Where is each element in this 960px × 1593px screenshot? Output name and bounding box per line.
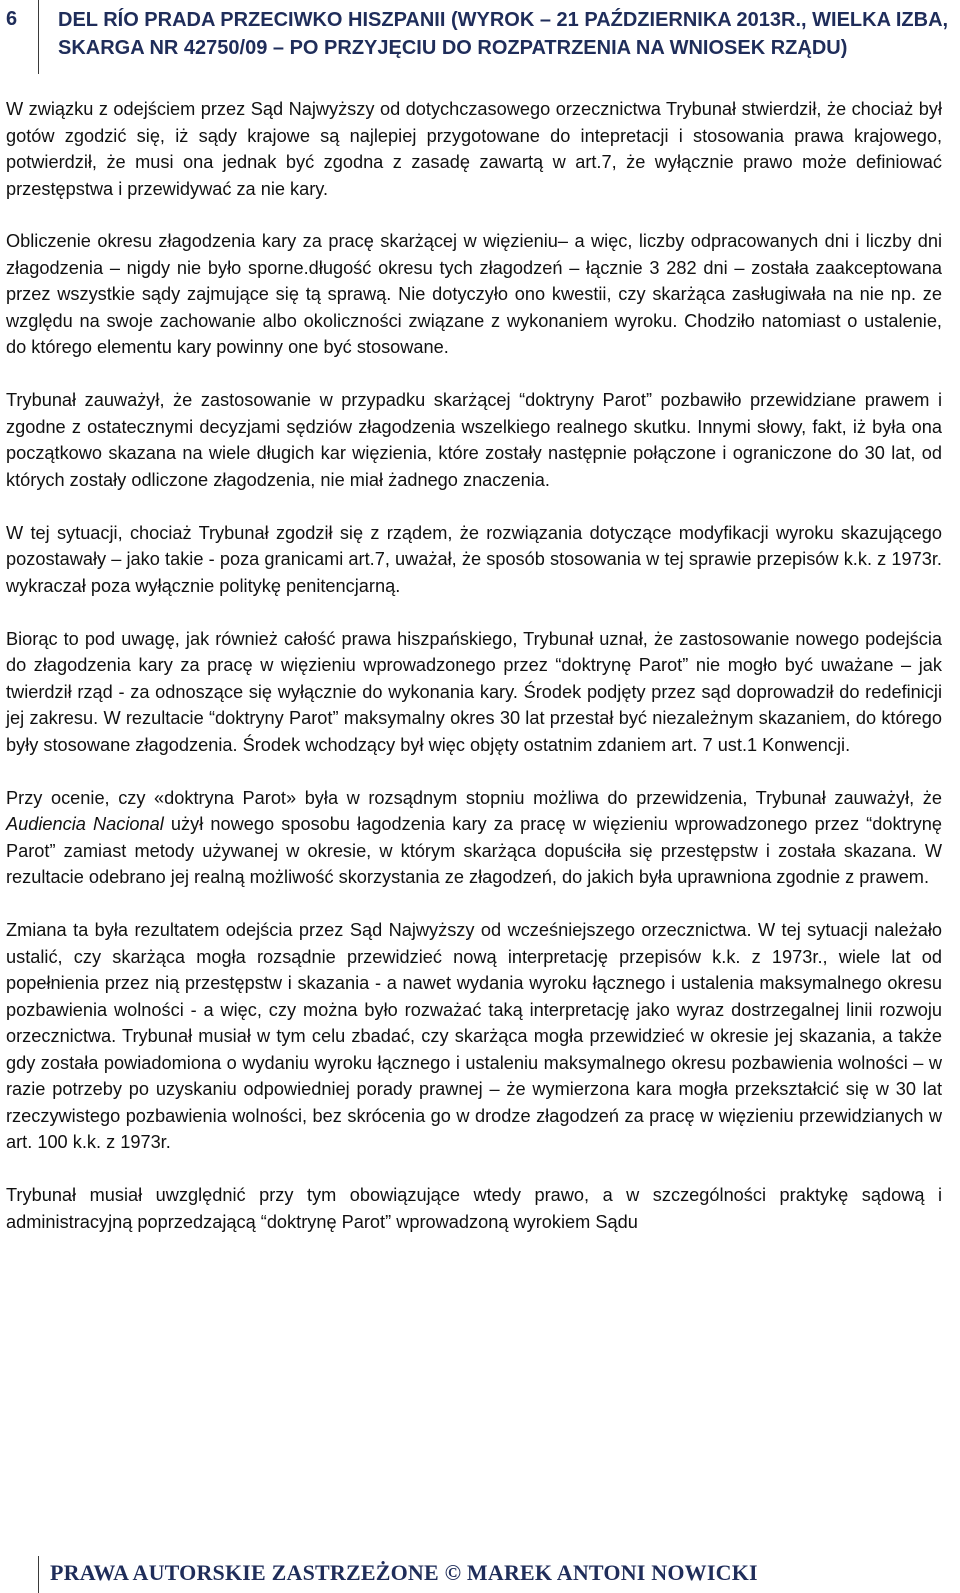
page-header xyxy=(0,0,960,74)
paragraph-5: Biorąc to pod uwagę, jak również całość prawa hiszpańskiego, Trybunał uznał, że zastosowanie nowego podejścia do złagodzenia kary za pracę w więzieniu wprowadzonego przez “doktrynę Parot” nie mogło być uważane – jak twierdził rząd - za odnoszące się wyłącznie do wykonania kary. Środek podjęty przez sąd doprowadził do redefinicji jej zakresu. W rezultacie “doktryny Parot” maksymalny okres 30 lat przestał być niezależnym skazaniem, do którego były stosowane złagodzenia. Środek wchodzący był więc objęty ostatnim zdaniem art. 7 ust.1 Konwencji. xyxy=(6,628,942,755)
paragraph-1: W związku z odejściem przez Sąd Najwyższy od dotychczasowego orzecznictwa Trybunał stwierdził, że chociaż był gotów zgodzić się, iż sądy krajowe są najlepiej przygotowane do intepretacji i stosowania prawa krajowego, potwierdził, że musi ona jednak być zgodna z zasadę zawartą w art.7, że wyłącznie prawo może definiować przestępstwa i przewidywać za nie kary. xyxy=(6,99,942,199)
paragraph-8: Trybunał musiał uwzględnić przy tym obowiązujące wtedy prawo, a w szczególności praktykę sądową i administracyjną poprzedzającą “doktrynę Parot” wprowadzoną wyrokiem Sądu xyxy=(6,1185,942,1232)
header-divider xyxy=(38,0,39,74)
paragraph-3: Trybunał zauważył, że zastosowanie w przypadku skarżącej “doktryny Parot” pozbawiło przewidziane prawem i zgodne z ostatecznymi decyzjami sędziów złagodzenia wszelkiego realnego skutku. Innymi słowy, fakt, iż była ona początkowo skazana na wiele długich kar więzienia, które zostały następnie połączone i ograniczone do 30 lat, od których zostały odliczone złagodzenia, nie miał żadnego znaczenia. xyxy=(6,390,942,490)
footer-divider xyxy=(38,1556,39,1593)
document-body xyxy=(6,96,942,1262)
paragraph-6-text-after: użył nowego sposobu łagodzenia kary za pracę w więzieniu wprowadzonego przez “doktrynę Parot” zamiast metody używanej w okresie, w którym skarżąca dopuściła się przestępstw i została skazana. W rezultacie odebrano jej realną możliwość skorzystania ze złagodzeń, do jakich była uprawniona zgodnie z prawem. xyxy=(6,814,942,887)
paragraph-6-text-before: Przy ocenie, czy «doktryna Parot» była w rozsądnym stopniu możliwa do przewidzenia, Trybunał zauważył, że xyxy=(6,787,942,808)
paragraph-7: Zmiana ta była rezultatem odejścia przez Sąd Najwyższy od wcześniejszego orzecznictwa. W tej sytuacji należało ustalić, czy skarżąca mogła rozsądnie przewidzieć nową interpretację przepisów k.k. z 1973r., wiele lat od popełnienia przez nią przestępstw i skazania - a nawet wydania wyroku łącznego i ustalenia maksymalnego okresu pozbawienia wolności - a więc, czy można było rozważać taką interpretację jako wyraz dostrzegalnej linii rozwoju orzecznictwa. Trybunał musiał w tym celu zbadać, czy skarżąca mogła przewidzieć w okresie jej skazania, a także gdy została powiadomiona o wydaniu wyroku łącznego i ustaleniu maksymalnego okresu pozbawienia wolności – w razie potrzeby po uzyskaniu odpowiedniej porady prawnej – że wymierzona kara mogła przekształcić się w 30 lat rzeczywistego pozbawienia wolności, bez skrócenia go w drodze złagodzeń za pracę w więzieniu przewidzianych w art. 100 k.k. z 1973r. xyxy=(6,920,942,1152)
page-number: 6 xyxy=(6,8,18,30)
page-footer xyxy=(0,1556,960,1593)
paragraph-2: Obliczenie okresu złagodzenia kary za pracę skarżącej w więzieniu– a więc, liczby odpracowanych dni i liczby dni złagodzenia – nigdy nie było sporne.długość okresu tych złagodzeń – łącznie 3 282 dni – została zaakceptowana przez wszystkie sądy zajmujące się tą sprawą. Nie dotyczyło ono kwestii, czy skarżąca zasługiwała na nie np. ze względu na swoje zachowanie albo okoliczności związane z wykonaniem wyroku. Chodziło natomiast o ustalenie, do którego elementu kary powinny one być stosowane. xyxy=(6,231,942,357)
paragraph-6-court-name: Audiencia Nacional xyxy=(6,814,164,834)
copyright-notice: PRAWA AUTORSKIE ZASTRZEŻONE © MAREK ANTONI NOWICKI xyxy=(50,1560,758,1585)
paragraph-4: W tej sytuacji, chociaż Trybunał zgodził się z rządem, że rozwiązania dotyczące modyfikacji wyroku skazującego pozostawały – jako takie - poza granicami art.7, uważał, że sposób stosowania w tej sprawie przepisów k.k. z 1973r. wykraczał poza wyłącznie politykę penitencjarną. xyxy=(6,522,942,596)
chapter-title: DEL RÍO PRADA PRZECIWKO HISZPANII (WYROK – 21 PAŹDZIERNIKA 2013R., WIELKA IZBA, SKARGA NR 42750/09 – PO PRZYJĘCIU DO ROZPATRZENIA NA WNIOSEK RZĄDU) xyxy=(58,9,949,59)
paragraph-6 xyxy=(6,785,942,891)
